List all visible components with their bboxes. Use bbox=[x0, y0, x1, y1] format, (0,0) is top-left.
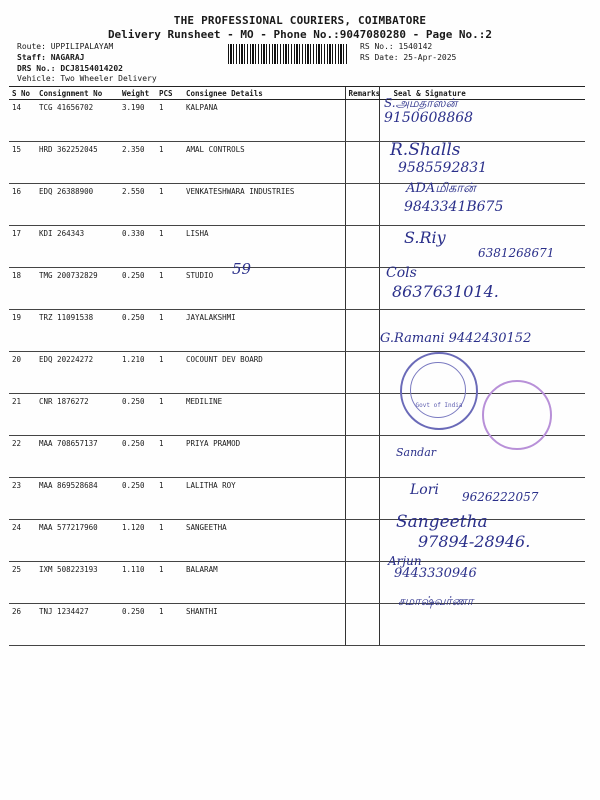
row-pcs: 1 bbox=[156, 394, 183, 436]
row-weight: 1.210 bbox=[119, 352, 156, 394]
row-weight: 0.250 bbox=[119, 478, 156, 520]
row-sno: 20 bbox=[9, 352, 36, 394]
row-pcs: 1 bbox=[156, 520, 183, 562]
seal-text: Govt of India bbox=[415, 402, 463, 409]
row-consignment: EDQ 26388900 bbox=[36, 184, 119, 226]
row-sno: 26 bbox=[9, 604, 36, 646]
row-consignee: LALITHA ROY bbox=[183, 478, 345, 520]
row-remarks bbox=[345, 478, 379, 520]
row-weight: 0.250 bbox=[119, 604, 156, 646]
row-consignee: PRIYA PRAMOD bbox=[183, 436, 345, 478]
row-pcs: 1 bbox=[156, 100, 183, 142]
row-sno: 19 bbox=[9, 310, 36, 352]
row-remarks bbox=[345, 184, 379, 226]
staff-label: Staff: bbox=[17, 53, 46, 62]
row-consignment: KDI 264343 bbox=[36, 226, 119, 268]
row-weight: 0.250 bbox=[119, 268, 156, 310]
row-pcs: 1 bbox=[156, 310, 183, 352]
row-consignment: MAA 577217960 bbox=[36, 520, 119, 562]
vehicle: Vehicle: Two Wheeler Delivery bbox=[17, 74, 157, 83]
phone-25: 9443330946 bbox=[394, 566, 477, 581]
row-consignee: JAYALAKSHMI bbox=[183, 310, 345, 352]
row-remarks bbox=[345, 310, 379, 352]
row-weight: 0.250 bbox=[119, 436, 156, 478]
barcode bbox=[228, 44, 348, 64]
row-remarks bbox=[345, 604, 379, 646]
signature-14: S.அமதாஸன் bbox=[384, 96, 458, 110]
row-pcs: 1 bbox=[156, 352, 183, 394]
row-pcs: 1 bbox=[156, 226, 183, 268]
row-pcs: 1 bbox=[156, 604, 183, 646]
row-consignee: LISHA bbox=[183, 226, 345, 268]
row-consignment: MAA 708657137 bbox=[36, 436, 119, 478]
runsheet-table bbox=[9, 86, 585, 646]
table-row bbox=[9, 142, 585, 184]
row-weight: 0.250 bbox=[119, 394, 156, 436]
row-remarks bbox=[345, 142, 379, 184]
studio-note: 59 bbox=[232, 260, 252, 278]
staff bbox=[17, 53, 84, 62]
table-row bbox=[9, 562, 585, 604]
row-pcs: 1 bbox=[156, 268, 183, 310]
row-pcs: 1 bbox=[156, 478, 183, 520]
col-consignment: Consignment No bbox=[36, 87, 119, 100]
rs-number: RS No.: 1540142 bbox=[360, 42, 433, 51]
row-weight: 3.190 bbox=[119, 100, 156, 142]
row-consignee: BALARAM bbox=[183, 562, 345, 604]
phone-23: 9626222057 bbox=[462, 490, 539, 504]
row-pcs: 1 bbox=[156, 436, 183, 478]
row-consignee: STUDIO bbox=[183, 268, 345, 310]
row-consignee: MEDILINE bbox=[183, 394, 345, 436]
row-consignment: TCG 41656702 bbox=[36, 100, 119, 142]
row-consignment: HRD 362252045 bbox=[36, 142, 119, 184]
document-title: THE PROFESSIONAL COURIERS, COIMBATORE bbox=[173, 14, 427, 27]
row-weight: 0.330 bbox=[119, 226, 156, 268]
document-subtitle: Delivery Runsheet - MO - Phone No.:9047080280 - Page No.:2 bbox=[107, 28, 493, 41]
col-sno: S No bbox=[9, 87, 36, 100]
col-remarks: Remarks bbox=[345, 87, 379, 100]
phone-14: 9150608868 bbox=[384, 110, 474, 126]
row-sno: 21 bbox=[9, 394, 36, 436]
seal-inner-ring bbox=[410, 362, 466, 418]
row-consignment: IXM 508223193 bbox=[36, 562, 119, 604]
row-consignment: TNJ 1234427 bbox=[36, 604, 119, 646]
table-row bbox=[9, 100, 585, 142]
row-weight: 1.120 bbox=[119, 520, 156, 562]
row-remarks bbox=[345, 562, 379, 604]
row-consignee: SANGEETHA bbox=[183, 520, 345, 562]
row-remarks bbox=[345, 352, 379, 394]
row-consignee: VENKATESHWARA INDUSTRIES bbox=[183, 184, 345, 226]
row-sno: 14 bbox=[9, 100, 36, 142]
col-weight: Weight bbox=[119, 87, 156, 100]
note-20: G.Ramani 9442430152 bbox=[380, 331, 532, 346]
row-remarks bbox=[345, 226, 379, 268]
signature-22: Sandar bbox=[396, 446, 437, 459]
drs-number: DRS No.: DCJ8154014202 bbox=[17, 64, 123, 73]
row-consignment: CNR 1876272 bbox=[36, 394, 119, 436]
table-header bbox=[9, 87, 585, 100]
row-weight: 0.250 bbox=[119, 310, 156, 352]
signature-25: Arjun bbox=[388, 554, 422, 568]
row-consignment: MAA 869528684 bbox=[36, 478, 119, 520]
row-remarks bbox=[345, 436, 379, 478]
row-remarks bbox=[345, 100, 379, 142]
row-weight: 1.110 bbox=[119, 562, 156, 604]
phone-18: 8637631014. bbox=[392, 282, 499, 301]
row-consignee: AMAL CONTROLS bbox=[183, 142, 345, 184]
row-pcs: 1 bbox=[156, 562, 183, 604]
row-weight: 2.550 bbox=[119, 184, 156, 226]
signature-16: ADAமிகான் bbox=[406, 181, 476, 196]
route: Route: UPPILIPALAYAM bbox=[17, 42, 114, 51]
row-sno: 18 bbox=[9, 268, 36, 310]
row-consignee: SHANTHI bbox=[183, 604, 345, 646]
row-remarks bbox=[345, 520, 379, 562]
phone-16: 9843341B675 bbox=[404, 199, 504, 215]
col-pcs: PCS bbox=[156, 87, 183, 100]
staff-value: NAGARAJ bbox=[50, 53, 85, 62]
row-sno: 24 bbox=[9, 520, 36, 562]
signature-23: Lori bbox=[410, 482, 439, 498]
row-weight: 2.350 bbox=[119, 142, 156, 184]
secondary-seal bbox=[482, 380, 552, 450]
row-consignment: TRZ 11091538 bbox=[36, 310, 119, 352]
signature-26: சமாஷ்வர்ணா bbox=[398, 594, 474, 608]
row-consignment: EDQ 20224272 bbox=[36, 352, 119, 394]
phone-15: 9585592831 bbox=[398, 160, 488, 176]
row-pcs: 1 bbox=[156, 184, 183, 226]
phone-24: 97894-28946. bbox=[418, 532, 531, 551]
row-remarks bbox=[345, 268, 379, 310]
row-pcs: 1 bbox=[156, 142, 183, 184]
signature-15: R.Shalls bbox=[390, 140, 461, 160]
col-consignee: Consignee Details bbox=[183, 87, 345, 100]
row-sno: 25 bbox=[9, 562, 36, 604]
signature-18: Cols bbox=[386, 265, 417, 281]
rs-date: RS Date: 25-Apr-2025 bbox=[360, 53, 457, 62]
signature-17: S.Riy bbox=[404, 228, 446, 247]
phone-17: 6381268671 bbox=[478, 246, 555, 260]
row-sno: 23 bbox=[9, 478, 36, 520]
row-sno: 16 bbox=[9, 184, 36, 226]
row-sno: 22 bbox=[9, 436, 36, 478]
row-consignee: COCOUNT DEV BOARD bbox=[183, 352, 345, 394]
row-consignment: TMG 200732829 bbox=[36, 268, 119, 310]
row-sno: 15 bbox=[9, 142, 36, 184]
col-signature: Seal & Signature bbox=[379, 87, 585, 100]
signature-24: Sangeetha bbox=[396, 512, 488, 532]
row-remarks bbox=[345, 394, 379, 436]
row-consignee: KALPANA bbox=[183, 100, 345, 142]
official-seal bbox=[400, 352, 478, 430]
row-sno: 17 bbox=[9, 226, 36, 268]
table-row bbox=[9, 604, 585, 646]
